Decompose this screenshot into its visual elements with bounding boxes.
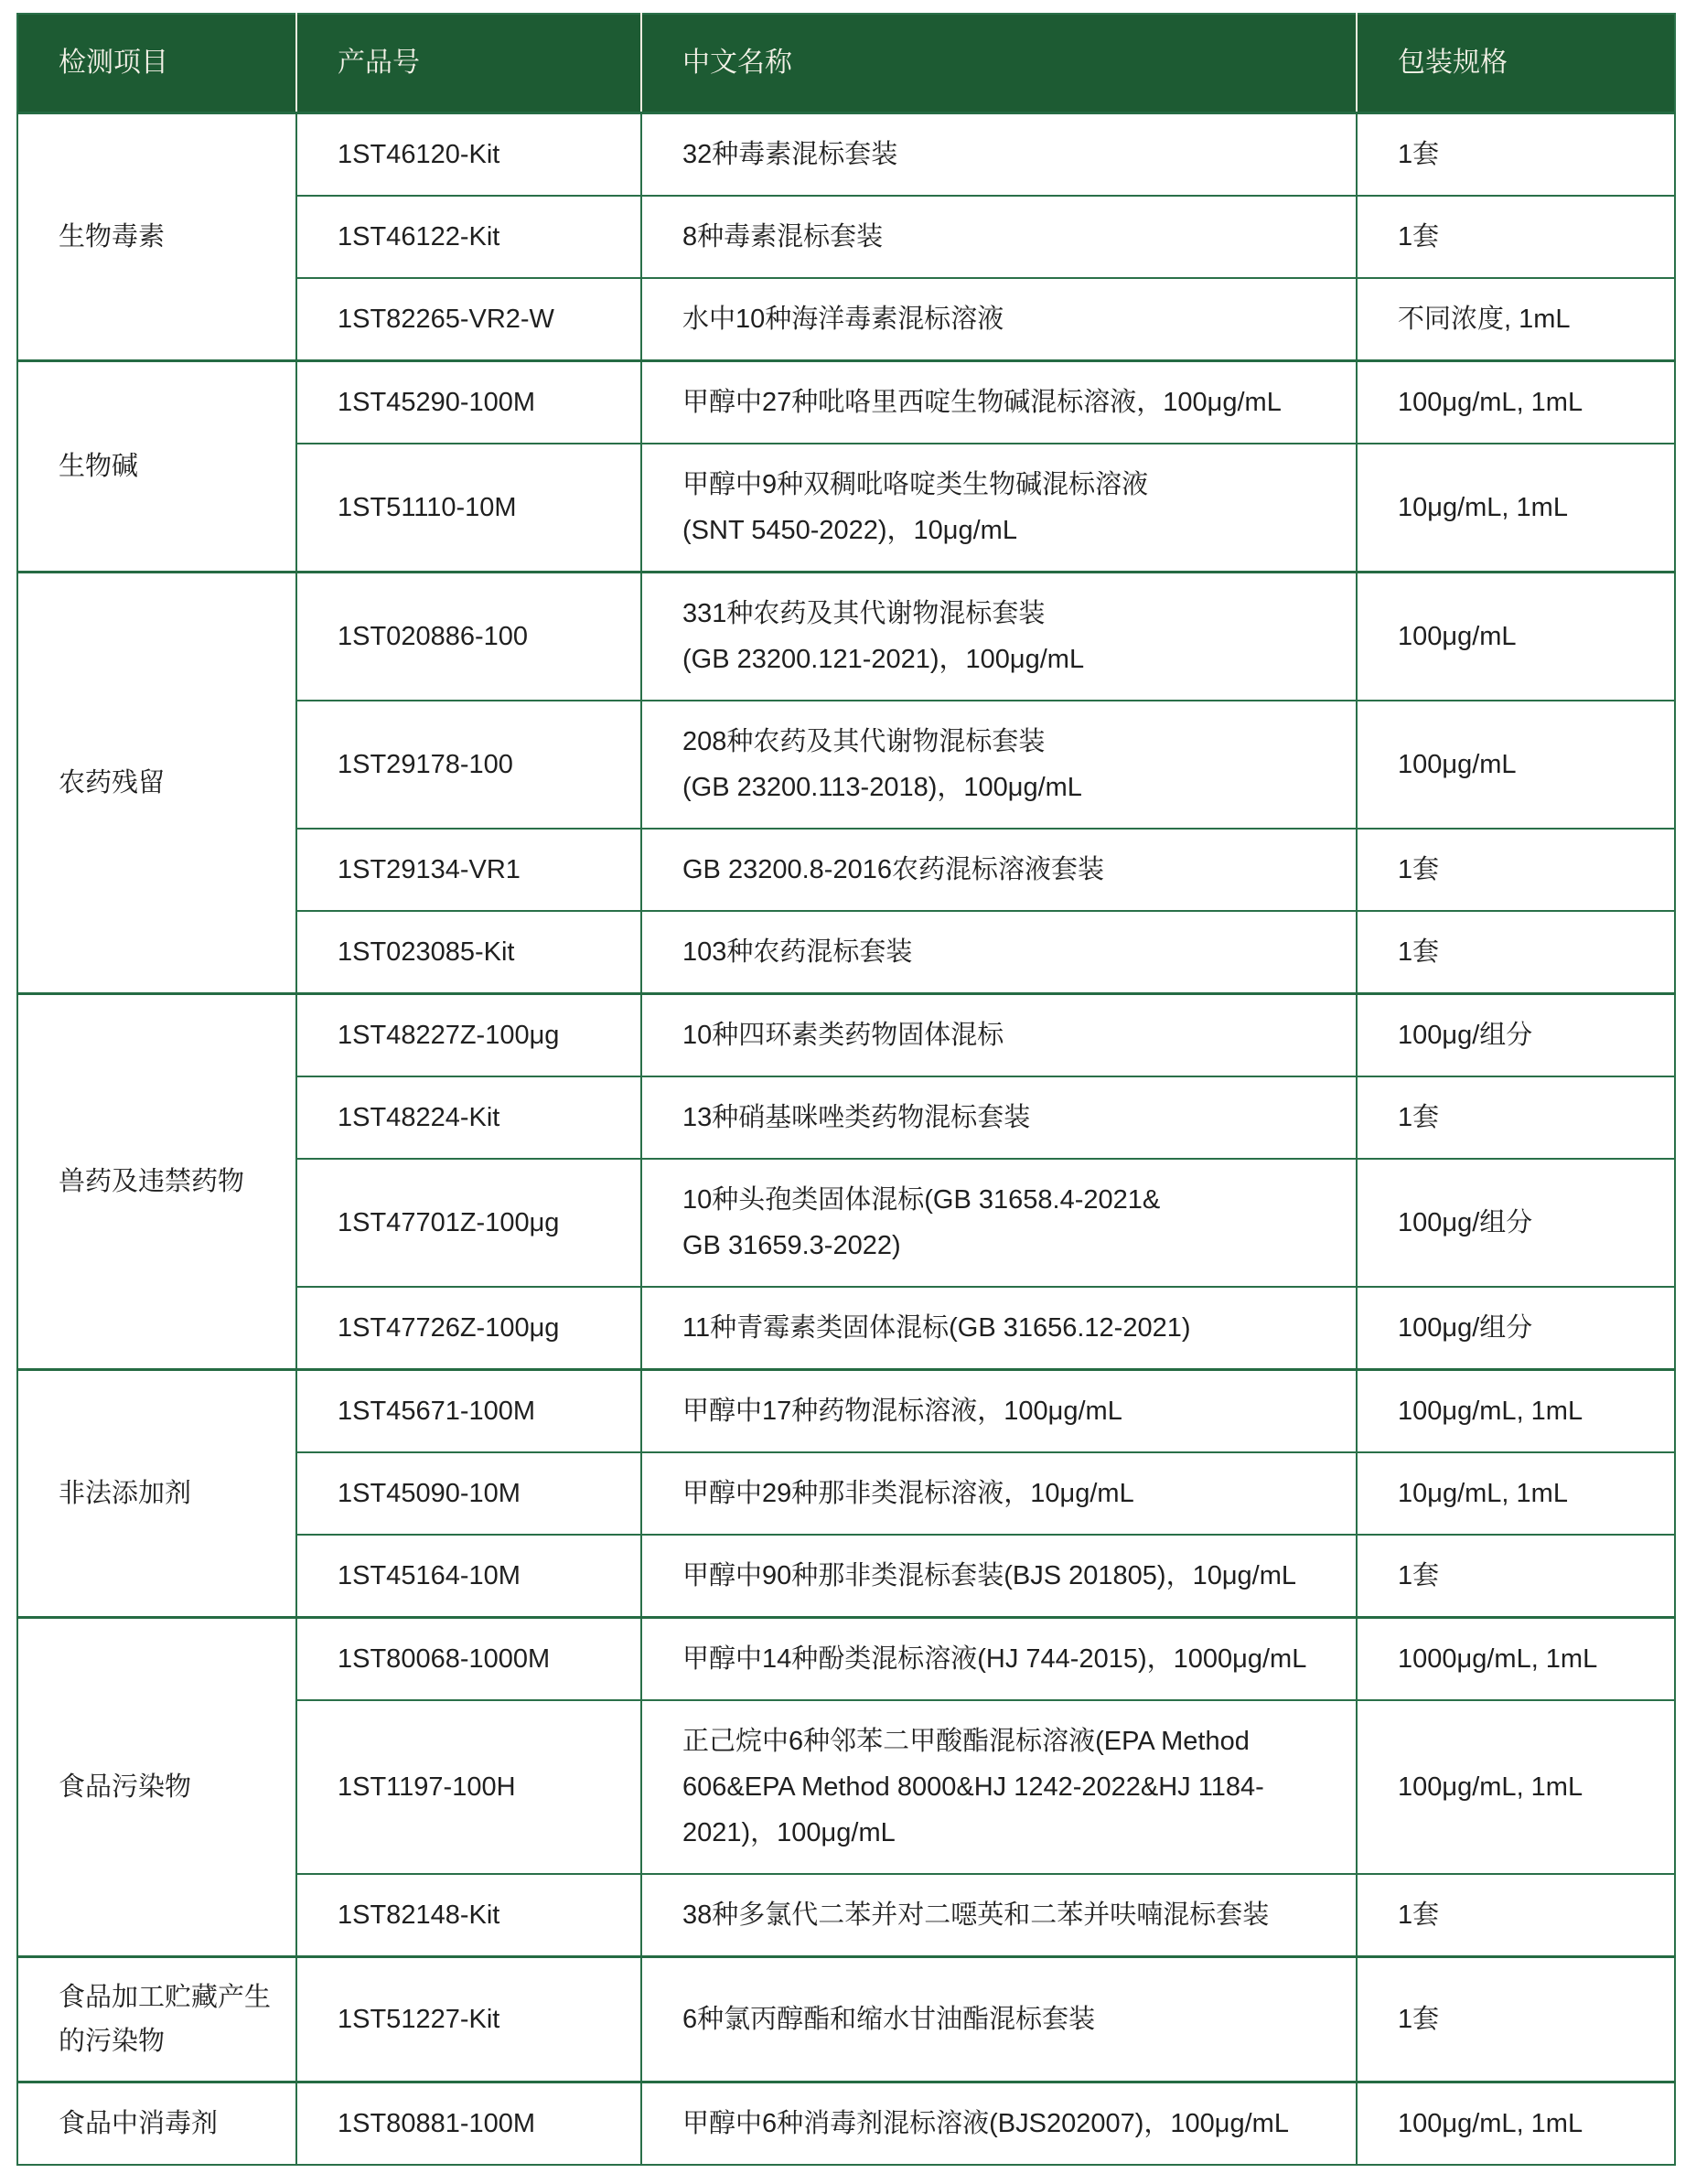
name-line: 甲醇中90种那非类混标套装(BJS 201805)，10μg/mL — [682, 1561, 1297, 1590]
column-header-name: 中文名称 — [641, 14, 1357, 113]
chinese-name-cell — [641, 361, 1357, 444]
pack-spec-cell: 100μg/组分 — [1357, 994, 1675, 1077]
category-cell: 食品中消毒剂 — [17, 2082, 296, 2166]
name-line: 38种多氯代二苯并对二噁英和二苯并呋喃混标套装 — [682, 1900, 1270, 1930]
name-line: 32种毒素混标套装 — [682, 140, 898, 169]
product-number-cell: 1ST46122-Kit — [296, 196, 641, 278]
name-line: GB 23200.8-2016农药混标溶液套装 — [682, 855, 1104, 884]
table-row — [17, 1370, 1675, 1453]
product-number-cell: 1ST47701Z-100μg — [296, 1159, 641, 1287]
name-line: (GB 23200.113-2018)，100μg/mL — [682, 773, 1082, 802]
chinese-name-cell — [641, 1535, 1357, 1618]
name-line: 2021)，100μg/mL — [682, 1818, 896, 1847]
name-line: 606&EPA Method 8000&HJ 1242-2022&HJ 1184- — [682, 1772, 1264, 1802]
product-number-cell: 1ST48224-Kit — [296, 1076, 641, 1159]
chinese-name-cell — [641, 196, 1357, 278]
chinese-name-cell — [641, 573, 1357, 701]
category-cell: 生物毒素 — [17, 113, 296, 361]
name-line: 甲醇中27种吡咯里西啶生物碱混标溶液，100μg/mL — [682, 388, 1282, 417]
header-row — [17, 14, 1675, 113]
table-row — [17, 2082, 1675, 2166]
category-cell: 农药残留 — [17, 573, 296, 994]
pack-spec-cell: 1套 — [1357, 1076, 1675, 1159]
chinese-name-cell — [641, 113, 1357, 197]
name-line: 甲醇中29种那非类混标溶液，10μg/mL — [682, 1479, 1134, 1508]
name-line: 正己烷中6种邻苯二甲酸酯混标溶液(EPA Method — [682, 1727, 1250, 1756]
category-cell: 食品污染物 — [17, 1618, 296, 1957]
name-line: 13种硝基咪唑类药物混标套装 — [682, 1103, 1031, 1132]
pack-spec-cell: 100μg/mL, 1mL — [1357, 1370, 1675, 1453]
product-number-cell: 1ST1197-100H — [296, 1700, 641, 1874]
chinese-name-cell — [641, 278, 1357, 361]
name-line: (SNT 5450-2022)，10μg/mL — [682, 516, 1017, 545]
product-number-cell: 1ST47726Z-100μg — [296, 1287, 641, 1370]
pack-spec-cell: 100μg/mL — [1357, 701, 1675, 829]
pack-spec-cell: 1套 — [1357, 1535, 1675, 1618]
pack-spec-cell: 1套 — [1357, 1957, 1675, 2082]
product-table — [16, 13, 1676, 2166]
chinese-name-cell — [641, 444, 1357, 573]
name-line: 甲醇中6种消毒剂混标溶液(BJS202007)，100μg/mL — [682, 2109, 1289, 2138]
table-row — [17, 573, 1675, 701]
table-header — [17, 14, 1675, 113]
chinese-name-cell — [641, 994, 1357, 1077]
name-line: 11种青霉素类固体混标(GB 31656.12-2021) — [682, 1313, 1191, 1343]
table-row — [17, 361, 1675, 444]
table-row — [17, 113, 1675, 197]
chinese-name-cell — [641, 1618, 1357, 1701]
chinese-name-cell — [641, 2082, 1357, 2166]
table-body — [17, 113, 1675, 2166]
product-number-cell: 1ST023085-Kit — [296, 911, 641, 994]
name-line: 103种农药混标套装 — [682, 937, 913, 967]
table-row — [17, 1957, 1675, 2082]
product-number-cell: 1ST82265-VR2-W — [296, 278, 641, 361]
chinese-name-cell — [641, 1076, 1357, 1159]
product-number-cell: 1ST45671-100M — [296, 1370, 641, 1453]
name-line: 甲醇中14种酚类混标溶液(HJ 744-2015)，1000μg/mL — [682, 1644, 1307, 1674]
pack-spec-cell: 100μg/mL, 1mL — [1357, 1700, 1675, 1874]
name-line: (GB 23200.121-2021)，100μg/mL — [682, 645, 1085, 674]
chinese-name-cell — [641, 911, 1357, 994]
chinese-name-cell — [641, 1370, 1357, 1453]
pack-spec-cell: 1套 — [1357, 196, 1675, 278]
product-number-cell: 1ST45290-100M — [296, 361, 641, 444]
chinese-name-cell — [641, 1957, 1357, 2082]
pack-spec-cell: 不同浓度, 1mL — [1357, 278, 1675, 361]
name-line: 331种农药及其代谢物混标套装 — [682, 599, 1046, 628]
name-line: 10种四环素类药物固体混标 — [682, 1021, 1004, 1050]
name-line: 208种农药及其代谢物混标套装 — [682, 727, 1046, 756]
name-line: 10种头孢类固体混标(GB 31658.4-2021& — [682, 1185, 1161, 1215]
product-number-cell: 1ST45090-10M — [296, 1452, 641, 1535]
pack-spec-cell: 100μg/组分 — [1357, 1287, 1675, 1370]
product-number-cell: 1ST51110-10M — [296, 444, 641, 573]
pack-spec-cell: 1套 — [1357, 829, 1675, 911]
pack-spec-cell: 1套 — [1357, 911, 1675, 994]
pack-spec-cell: 10μg/mL, 1mL — [1357, 444, 1675, 573]
name-line: 水中10种海洋毒素混标溶液 — [682, 305, 1004, 334]
pack-spec-cell: 100μg/mL, 1mL — [1357, 2082, 1675, 2166]
chinese-name-cell — [641, 1874, 1357, 1957]
name-line: 6种氯丙醇酯和缩水甘油酯混标套装 — [682, 2005, 1096, 2034]
pack-spec-cell: 1套 — [1357, 1874, 1675, 1957]
product-number-cell: 1ST80068-1000M — [296, 1618, 641, 1701]
pack-spec-cell: 1套 — [1357, 113, 1675, 197]
chinese-name-cell — [641, 1159, 1357, 1287]
chinese-name-cell — [641, 829, 1357, 911]
name-line: 8种毒素混标套装 — [682, 222, 884, 252]
column-header-category: 检测项目 — [17, 14, 296, 113]
name-line: 甲醇中9种双稠吡咯啶类生物碱混标溶液 — [682, 470, 1149, 499]
product-number-cell: 1ST80881-100M — [296, 2082, 641, 2166]
product-number-cell: 1ST51227-Kit — [296, 1957, 641, 2082]
pack-spec-cell: 1000μg/mL, 1mL — [1357, 1618, 1675, 1701]
category-cell: 生物碱 — [17, 361, 296, 573]
pack-spec-cell: 100μg/mL — [1357, 573, 1675, 701]
chinese-name-cell — [641, 1287, 1357, 1370]
column-header-product: 产品号 — [296, 14, 641, 113]
product-number-cell: 1ST29178-100 — [296, 701, 641, 829]
product-number-cell: 1ST45164-10M — [296, 1535, 641, 1618]
chinese-name-cell — [641, 701, 1357, 829]
product-number-cell: 1ST48227Z-100μg — [296, 994, 641, 1077]
column-header-pack: 包装规格 — [1357, 14, 1675, 113]
product-number-cell: 1ST82148-Kit — [296, 1874, 641, 1957]
name-line: 甲醇中17种药物混标溶液，100μg/mL — [682, 1397, 1122, 1426]
category-cell: 兽药及违禁药物 — [17, 994, 296, 1370]
pack-spec-cell: 10μg/mL, 1mL — [1357, 1452, 1675, 1535]
chinese-name-cell — [641, 1700, 1357, 1874]
category-cell: 非法添加剂 — [17, 1370, 296, 1618]
product-number-cell: 1ST020886-100 — [296, 573, 641, 701]
product-number-cell: 1ST29134-VR1 — [296, 829, 641, 911]
name-line: GB 31659.3-2022) — [682, 1231, 901, 1260]
pack-spec-cell: 100μg/mL, 1mL — [1357, 361, 1675, 444]
category-cell: 食品加工贮藏产生的污染物 — [17, 1957, 296, 2082]
table-row — [17, 994, 1675, 1077]
chinese-name-cell — [641, 1452, 1357, 1535]
table-row — [17, 1618, 1675, 1701]
pack-spec-cell: 100μg/组分 — [1357, 1159, 1675, 1287]
product-number-cell: 1ST46120-Kit — [296, 113, 641, 197]
